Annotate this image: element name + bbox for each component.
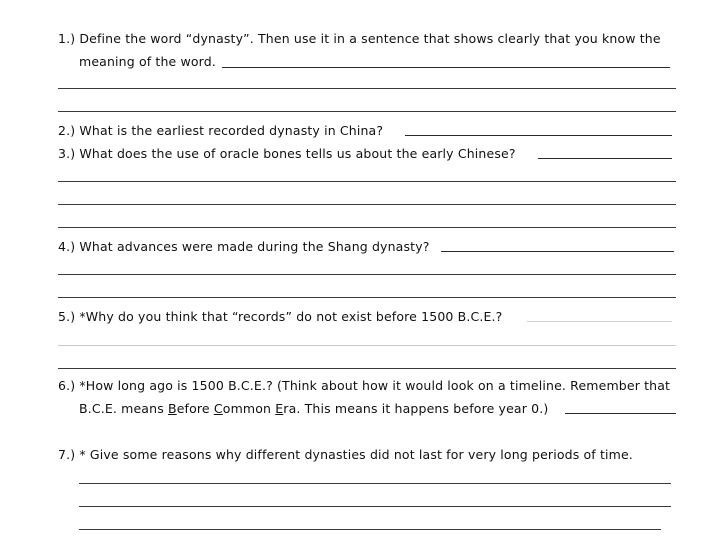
question-3-answer-line-3[interactable]: [58, 227, 676, 228]
question-1-inline-answer-blank[interactable]: [222, 67, 670, 68]
question-1-line-2: meaning of the word.: [79, 54, 216, 69]
question-5-answer-line-2[interactable]: [58, 368, 676, 369]
question-4-text: 4.) What advances were made during the Shang dynasty?: [58, 239, 430, 254]
question-6-letter-b: B: [167, 401, 177, 416]
question-5-inline-answer-blank[interactable]: [527, 321, 672, 322]
question-6-line-1: 6.) *How long ago is 1500 B.C.E.? (Think about how it would look on a timeline. Remember that: [58, 378, 671, 393]
question-6-letter-e: E: [275, 401, 284, 416]
question-4-answer-line-2[interactable]: [58, 297, 676, 298]
question-6-line-2: [79, 401, 548, 417]
question-3-answer-line-2[interactable]: [58, 204, 676, 205]
question-4-inline-answer-blank[interactable]: [441, 251, 674, 252]
question-3-text: 3.) What does the use of oracle bones tells us about the early Chinese?: [58, 146, 516, 161]
question-2-text: 2.) What is the earliest recorded dynasty in China?: [58, 123, 384, 138]
question-6-answer-blank[interactable]: [565, 413, 676, 414]
question-5-answer-line-1[interactable]: [58, 345, 676, 346]
question-7-answer-line-2[interactable]: [79, 506, 671, 507]
question-6-line-2-mid-1: efore: [176, 401, 214, 416]
question-6-line-2-mid-2: ommon: [222, 401, 276, 416]
question-7-text: 7.) * Give some reasons why different dynasties did not last for very long periods of time.: [58, 447, 633, 462]
question-3-answer-line-1[interactable]: [58, 181, 676, 182]
question-4-answer-line-1[interactable]: [58, 274, 676, 275]
question-1-answer-line-2[interactable]: [58, 111, 676, 112]
question-7-answer-line-3[interactable]: [79, 529, 661, 530]
question-1-answer-line-1[interactable]: [58, 88, 676, 89]
question-6-line-2-post: ra. This means it happens before year 0.): [283, 401, 549, 416]
question-7-answer-line-1[interactable]: [79, 483, 671, 484]
question-2-answer-blank[interactable]: [405, 135, 672, 136]
question-3-inline-answer-blank[interactable]: [538, 158, 672, 159]
question-6-line-2-pre: B.C.E. means: [79, 401, 168, 416]
question-5-text: 5.) *Why do you think that “records” do not exist before 1500 B.C.E.?: [58, 309, 503, 324]
question-1-line-1: 1.) Define the word “dynasty”. Then use it in a sentence that shows clearly that you know the: [58, 31, 661, 46]
question-6-letter-c: C: [213, 401, 223, 416]
